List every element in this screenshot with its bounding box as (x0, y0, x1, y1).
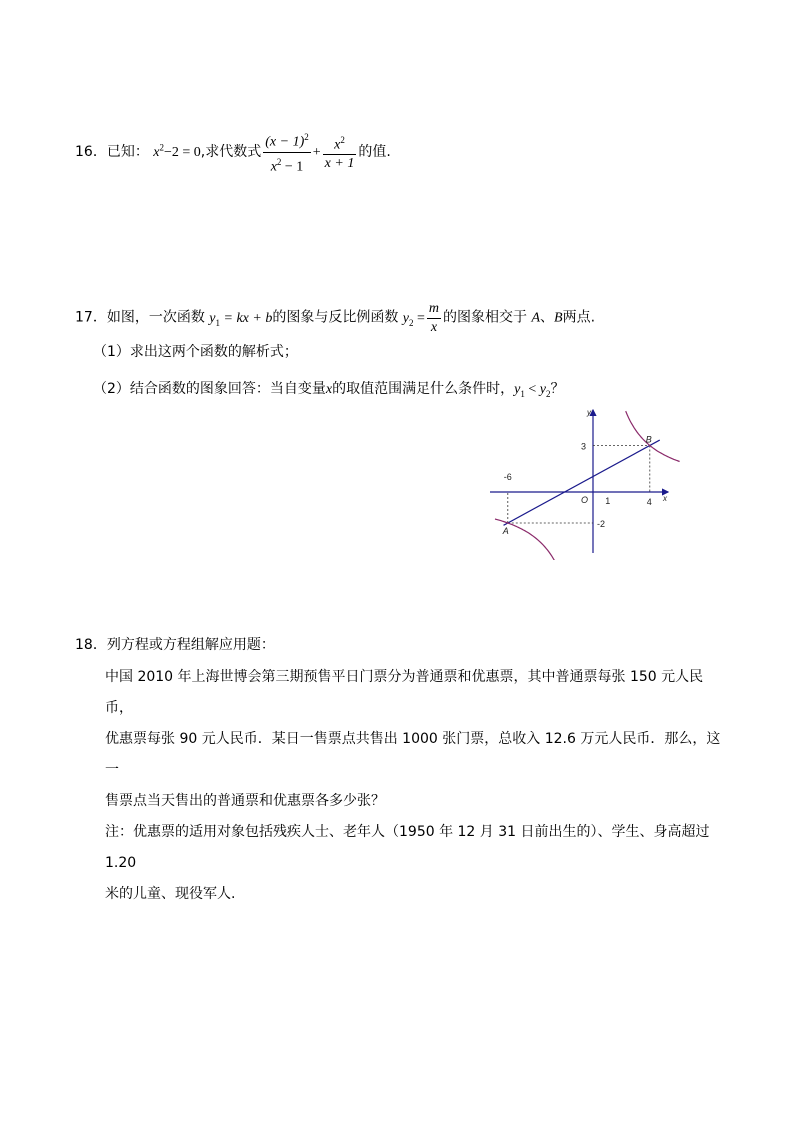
q17-part2-q: ？ (550, 381, 565, 397)
q17-inverse-function: $y_2$ = $\frac{m}{x}$ (402, 301, 440, 335)
q17-part2-x: x (325, 382, 333, 397)
tick-label-neg2: -2 (597, 519, 606, 529)
q16-plus: + (312, 145, 321, 161)
linear-function-line (504, 440, 660, 525)
origin-label: O (581, 495, 589, 505)
q16-suffix: 的值. (358, 144, 391, 161)
q16-number: 16． (75, 144, 107, 161)
q18-paragraph-line: 优惠票每张 90 元人民币．某日一售票点共售出 1000 张门票，总收入 12.6 万元人民币．那么，这一 (105, 731, 721, 778)
q17-part2-inequality: $y_1 < y_2$ (514, 382, 551, 399)
q16-fraction-2: $\frac{x^2}{x + 1}$ (323, 131, 357, 174)
question-16 (75, 128, 391, 176)
q17-text-3: 的图象相交于 (443, 309, 528, 326)
q17-sep: 、 (540, 309, 555, 326)
q18-note-line: 米的儿童、现役军人. (105, 886, 236, 902)
tick-label-neg6: -6 (503, 472, 512, 482)
q17-part2-mid: 的取值范围满足什么条件时， (332, 381, 515, 397)
question-17 (75, 300, 595, 337)
q16-fraction-1: $\frac{(x - 1)^2}{x^2 - 1}$ (263, 128, 311, 176)
q17-part2-pre: （2）结合函数的图象回答：当自变量 (93, 381, 326, 397)
axis-label-y: y (587, 408, 591, 417)
question-18-body (105, 662, 725, 910)
q17-text-2: 的图象与反比例函数 (272, 309, 399, 326)
q17-point-b: B (554, 310, 563, 326)
q18-paragraph-line: 售票点当天售出的普通票和优惠票各多少张？ (105, 793, 385, 809)
tick-label-4: 4 (646, 497, 652, 507)
q16-mid: ,求代数式 (200, 144, 262, 161)
q18-number: 18． (75, 637, 107, 653)
axis-label-x: x (663, 494, 667, 503)
q16-condition: $x^2-2 = 0$ (153, 142, 201, 161)
q17-part-1: （1）求出这两个函数的解析式； (93, 344, 298, 360)
q18-title: 列方程或方程组解应用题： (106, 637, 275, 653)
q17-point-a: A (531, 310, 541, 326)
q17-linear-function: $y_1$ = kx + b (209, 310, 273, 328)
q17-text-1: 如图，一次函数 (106, 309, 205, 326)
point-label-a: A (502, 526, 509, 536)
q17-number: 17． (75, 309, 107, 326)
q18-paragraph-line: 中国 2010 年上海世博会第三期预售平日门票分为普通票和优惠票，其中普通票每张 150 元人民币， (105, 669, 704, 716)
question-18-title (75, 635, 275, 655)
point-label-b: B (645, 434, 652, 445)
q17-text-4: 两点. (562, 309, 596, 326)
q17-part-2 (93, 379, 564, 404)
function-graph (480, 405, 690, 560)
q18-note-line: 注：优惠票的适用对象包括残疾人士、老年人（1950 年 12 月 31 日前出生的）、学生、身高超过 1.20 (105, 824, 710, 871)
tick-label-1: 1 (605, 496, 611, 506)
tick-label-3: 3 (581, 441, 587, 452)
q16-prefix: 已知： (106, 144, 149, 161)
